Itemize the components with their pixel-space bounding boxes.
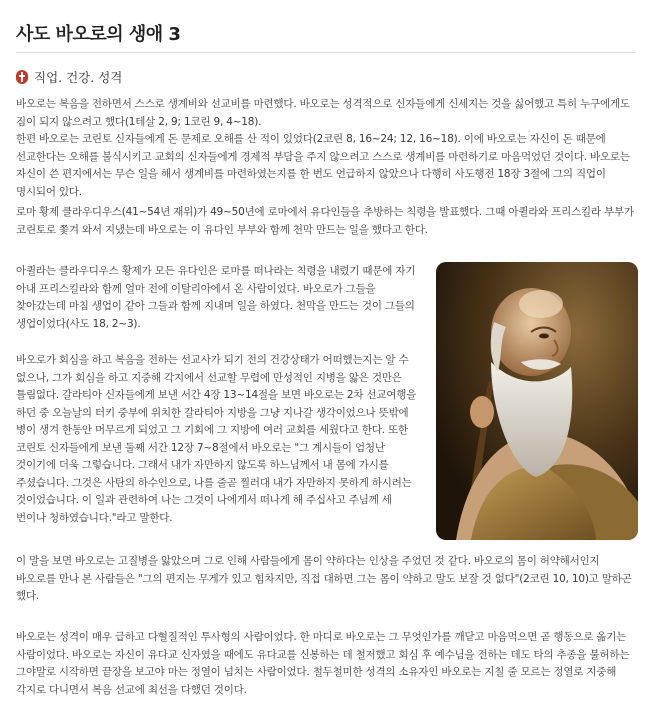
paragraph-claudius: 로마 황제 클라우디우스(41~54년 재위)가 49~50년에 로마에서 유다인들을 추방하는 칙령을 발표했다. 그때 아퀼라와 프리스킬라 부부가 코린토로 쫓겨 와서 지냈는데 바오로는 이 유다인 부부와 함께 천막 만드는 일을 했다고 한다. — [16, 206, 634, 236]
st-paul-portrait — [436, 262, 638, 540]
section-heading — [16, 68, 122, 86]
paragraph-corinth: 한편 바오로는 코린토 신자들에게 돈 문제로 오해를 산 적이 있었다(2코린 8, 16~24; 12, 16~18). 이에 바오로는 자신이 돈 때문에 선교한다는 오해를 불식시키고 교회의 신자들에게 경제적 부담을 주지 않으려고 스스로 생계비를 마련하기로 마음먹었던 것이다. 바오로는 자신이 쓴 편지에서는 무슨 일을 해서 생계비를 마련하였는지를 한 번도 언급하지 않았으나 다행히 사도행전 18장 3절에 그의 직업이 명시되어 있다. — [16, 133, 630, 198]
paragraph-character: 바오로는 성격이 매우 급하고 다혈질적인 투사형의 사람이었다. 한 마디로 바오로는 그 무엇인가를 깨닫고 마음먹으면 곧 행동으로 옮기는 사람이었다. 바오로는 자신이 유다교 신자였을 때에도 유다교를 신봉하는 데 철저했고 회심 후 예수님을 전하는 데도 타의 추종을 불허하는 그야말로 시작하면 끝장을 보고야 마는 정열이 넘치는 사람이었다. 철두철미한 성격의 소유자인 바오로는 지칠 줄 모르는 정열로 지중해 각지로 다니면서 복음 선교에 최선을 다했던 것이다. — [16, 631, 630, 696]
cross-icon — [16, 70, 28, 84]
title-divider — [16, 52, 636, 53]
section-heading-label: 직업. 건강. 성격 — [34, 70, 123, 85]
paragraph-illness: 이 말을 보면 바오로는 고질병을 앓았으며 그로 인해 사람들에게 몸이 약하다는 인상을 주었던 것 같다. 바오로의 몸이 허약해서인지 바오로를 만나 본 사람들은 "그의 편지는 무게가 있고 힘차지만, 직접 대하면 그는 몸이 약하고 말도 보잘 것 없다"(2코린 10, 10)고 말하곤 했다. — [16, 555, 632, 602]
page-title: 사도 바오로의 생애 3 — [16, 24, 181, 45]
paragraph-health: 바오로가 회심을 하고 복음을 전하는 선교사가 되기 전의 건강상태가 어떠했는지는 알 수 없으나, 그가 회심을 하고 지중해 각지에서 선교할 무렵에 만성적인 지병을 앓은 것만은 틀림없다. 갈라티아 신자들에게 보낸 서간 4장 13~14절을 보면 바오로는 2차 선교여행을 하던 중 오늘날의 터키 중부에 위치한 갈라티아 지방을 그냥 지나갈 생각이었으나 뜻밖에 병이 생겨 한동안 머무르게 되었고 그 기회에 그 지방에 여러 교회를 세웠다고 한다. 또한 코린토 신자들에게 보낸 둘째 서간 12장 7~8절에서 바오로는 "그 계시들이 엄청난 것이기에 더욱 그렇습니다. 그래서 내가 자만하지 않도록 하느님께서 내 몸에 가시를 주셨습니다. 그것은 사탄의 하수인으로, 나를 줄곧 찔러대 내가 자만하지 못하게 하시려는 것이었습니다. 이 일과 관련하여 나는 그것이 나에게서 떠나게 해 주십사고 주님께 세 번이나 청하였습니다."라고 말한다. — [16, 354, 417, 524]
paragraph-livelihood: 바오로는 복음을 전하면서 스스로 생계비와 선교비를 마련했다. 바오로는 성격적으로 신자들에게 신세지는 것을 싫어했고 특히 누구에게도 짐이 되지 않으려고 했다(1테살 2, 9; 1코린 9, 4~18). — [16, 98, 630, 128]
paragraph-aquila: 아퀼라는 클라우디우스 황제가 모든 유다인은 로마를 떠나라는 칙령을 내렸기 때문에 자기 아내 프리스킬라와 함께 얼마 전에 이탈리아에서 온 사람이었다. 바오로가 그들을 찾아갔는데 마침 생업이 같아 그들과 함께 지내며 일을 하였다. 천막을 만드는 것이 그들의 생업이었다(사도 18, 2~3). — [16, 265, 416, 330]
